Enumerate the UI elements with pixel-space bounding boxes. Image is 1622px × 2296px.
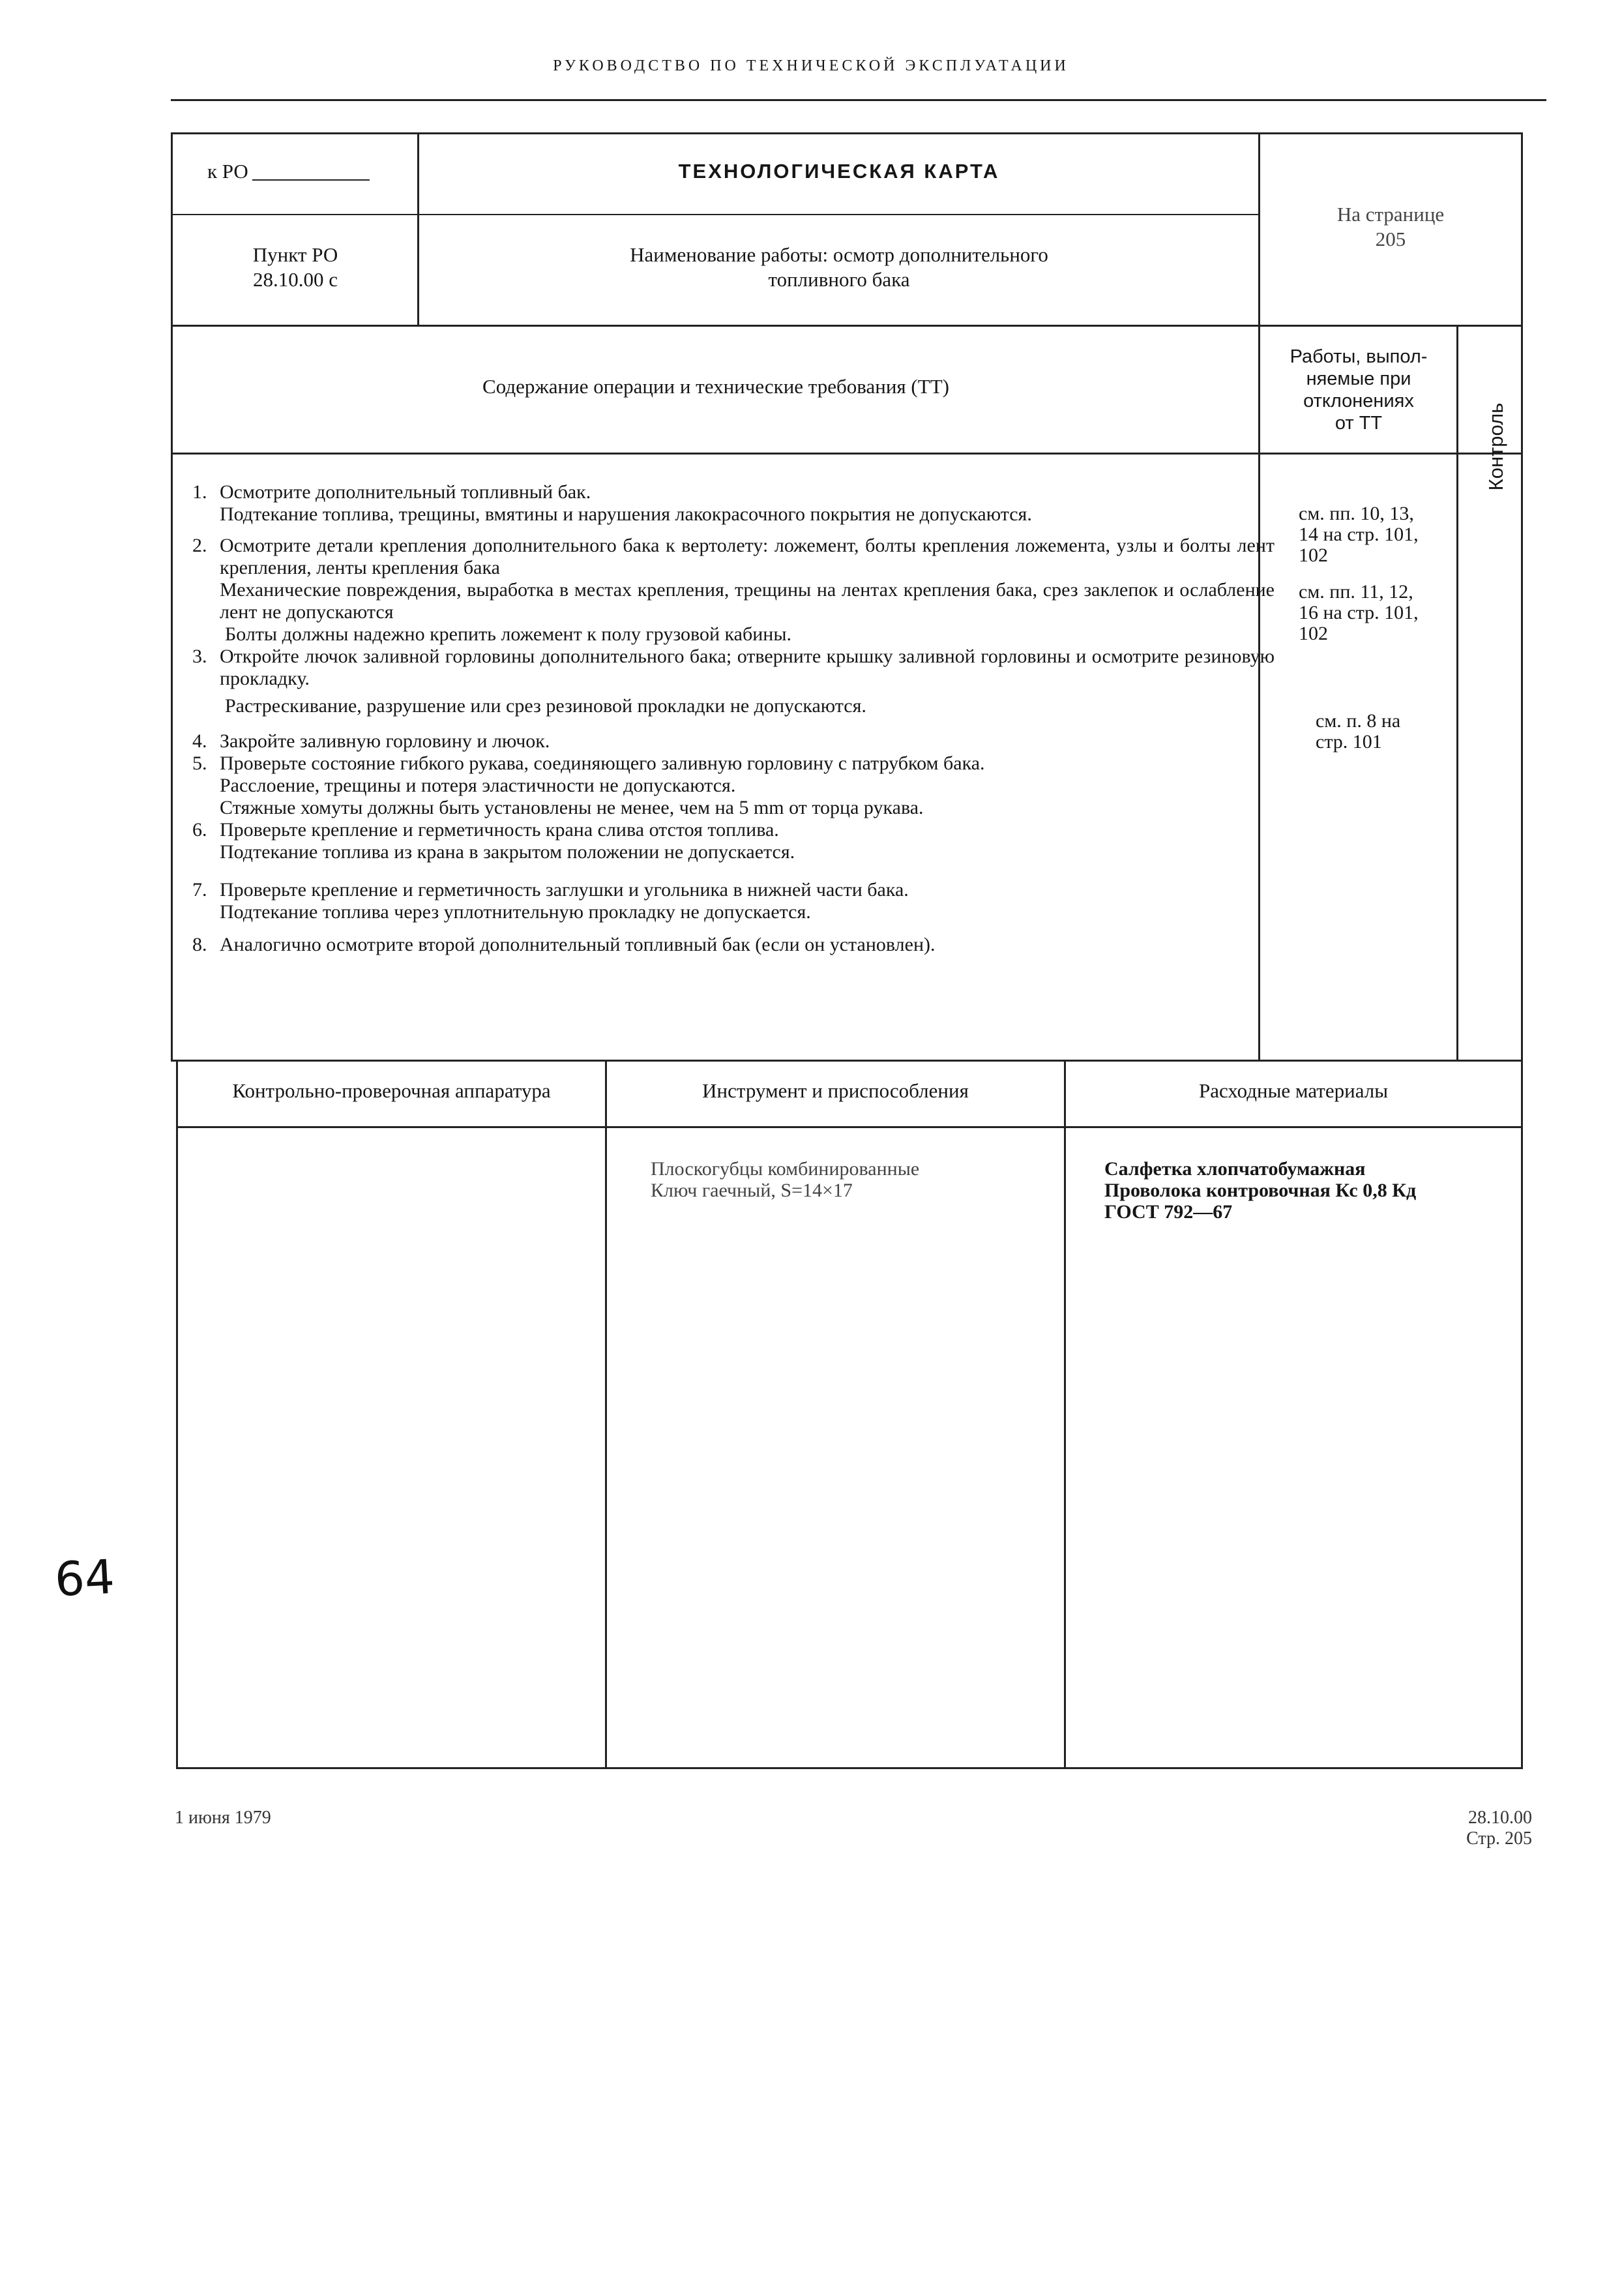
operation-item: 4. Закройте заливную горловину и лючок. xyxy=(192,730,550,752)
list-item: Салфетка хлопчатобумажная xyxy=(1104,1158,1366,1180)
operation-item: 5. Проверьте состояние гибкого рукава, соединяющего заливную горловину с патрубком бака. Расслоение, трещины и потеря эластичности не допускаются. Стяжные хомуты должны быть установлены не менее, чем на 5 mm от торца рукава. xyxy=(192,753,985,818)
operation-item: 1. Осмотрите дополнительный топливный бак. Подтекание топлива, трещины, вмятины и нарушения лакокрасочного покрытия не допускаются. xyxy=(192,481,1032,525)
operation-item: 8. Аналогично осмотрите второй дополнительный топливный бак (если он установлен). xyxy=(192,934,936,955)
table-border-top xyxy=(171,132,1523,134)
card-title: ТЕХНОЛОГИЧЕСКАЯ КАРТА xyxy=(678,160,1000,183)
divider-title-row xyxy=(171,214,1260,215)
materials-list xyxy=(1104,1158,1416,1223)
operation-item: 2. Осмотрите детали крепления дополнительного бака к вертолету: ложемент, болты крепления ложемента, узлы и болты лент крепления, ленты крепления бака Механические повреждения, выработка в местах крепления, трещины на лентах крепления бака, срез заклепок и ослабление лент не допускаются Болты должны надежно крепить ложемент к полу грузовой кабины. xyxy=(192,535,1275,645)
work-name-line2: топливного бака xyxy=(768,268,910,291)
deviations-column-head: Работы, выпол- няемые при отклонениях от ТТ xyxy=(1290,346,1428,434)
list-item: Проволока контровочная Кс 0,8 Кд xyxy=(1104,1180,1417,1201)
operation-item: 7. Проверьте крепление и герметичность заглушки и угольника в нижней части бака. Подтекание топлива через уплотнительную прокладку не допускается. xyxy=(192,879,909,923)
equipment-header: Контрольно-проверочная аппаратура xyxy=(232,1079,551,1102)
divider-bottom-block xyxy=(171,1060,1523,1062)
operation-item: 3. Откройте лючок заливной горловины дополнительного бака; отверните крышку заливной горловины и осмотрите резиновую прокладку. Растрескивание, разрушение или срез резиновой прокладки не допускаются. xyxy=(192,646,1275,717)
punkt-label: Пункт РО xyxy=(252,243,338,266)
on-page-value: 205 xyxy=(1375,228,1406,250)
table-border-left-lower xyxy=(176,1060,178,1768)
divider-bottom-col2 xyxy=(1064,1060,1066,1769)
k-ro-label: к РО xyxy=(207,159,370,184)
list-item: ГОСТ 792—67 xyxy=(1104,1201,1233,1223)
materials-header: Расходные материалы xyxy=(1198,1079,1389,1102)
table-border-right xyxy=(1521,132,1523,1769)
divider-column-heads xyxy=(171,453,1523,455)
list-item: Плоскогубцы комбинированные xyxy=(651,1158,920,1180)
divider-control xyxy=(1456,325,1458,1061)
divider-kro xyxy=(417,132,419,326)
divider-header-block xyxy=(171,325,1523,327)
on-page-cell xyxy=(1261,202,1520,252)
handwritten-number: 64 xyxy=(53,1549,116,1607)
operation-item: 6. Проверьте крепление и герметичность крана слива отстоя топлива. Подтекание топлива из крана в закрытом положении не допускается. xyxy=(192,819,795,863)
table-border-left xyxy=(171,132,173,1061)
table-border-bottom xyxy=(176,1767,1523,1769)
divider-bottom-heads xyxy=(176,1126,1523,1128)
punkt-cell xyxy=(173,243,417,292)
on-page-label: На странице xyxy=(1336,203,1445,226)
deviation-ref: см. пп. 11, 12, 16 на стр. 101, 102 xyxy=(1299,581,1419,644)
footer-date: 1 июня 1979 xyxy=(175,1808,271,1828)
divider-bottom-col1 xyxy=(605,1060,607,1769)
work-name-line1: Наименование работы: осмотр дополнительного xyxy=(630,243,1048,266)
punkt-value: 28.10.00 с xyxy=(252,268,338,291)
footer-ref: 28.10.00 Стр. 205 xyxy=(1466,1808,1532,1849)
header-rule xyxy=(171,99,1546,101)
deviation-ref: см. пп. 10, 13, 14 на стр. 101, 102 xyxy=(1299,503,1419,566)
content-column-head: Содержание операции и технические требования (ТТ) xyxy=(482,375,949,398)
list-item: Ключ гаечный, S=14×17 xyxy=(651,1180,853,1201)
tools-header: Инструмент и приспособления xyxy=(702,1079,969,1102)
page-header: РУКОВОДСТВО ПО ТЕХНИЧЕСКОЙ ЭКСПЛУАТАЦИИ xyxy=(553,57,1069,74)
operations-list xyxy=(192,481,1275,956)
deviation-ref: см. п. 8 на стр. 101 xyxy=(1316,710,1401,753)
work-name-cell xyxy=(420,243,1258,292)
tools-list xyxy=(651,1158,919,1201)
control-column-head: Контроль xyxy=(1484,402,1507,491)
